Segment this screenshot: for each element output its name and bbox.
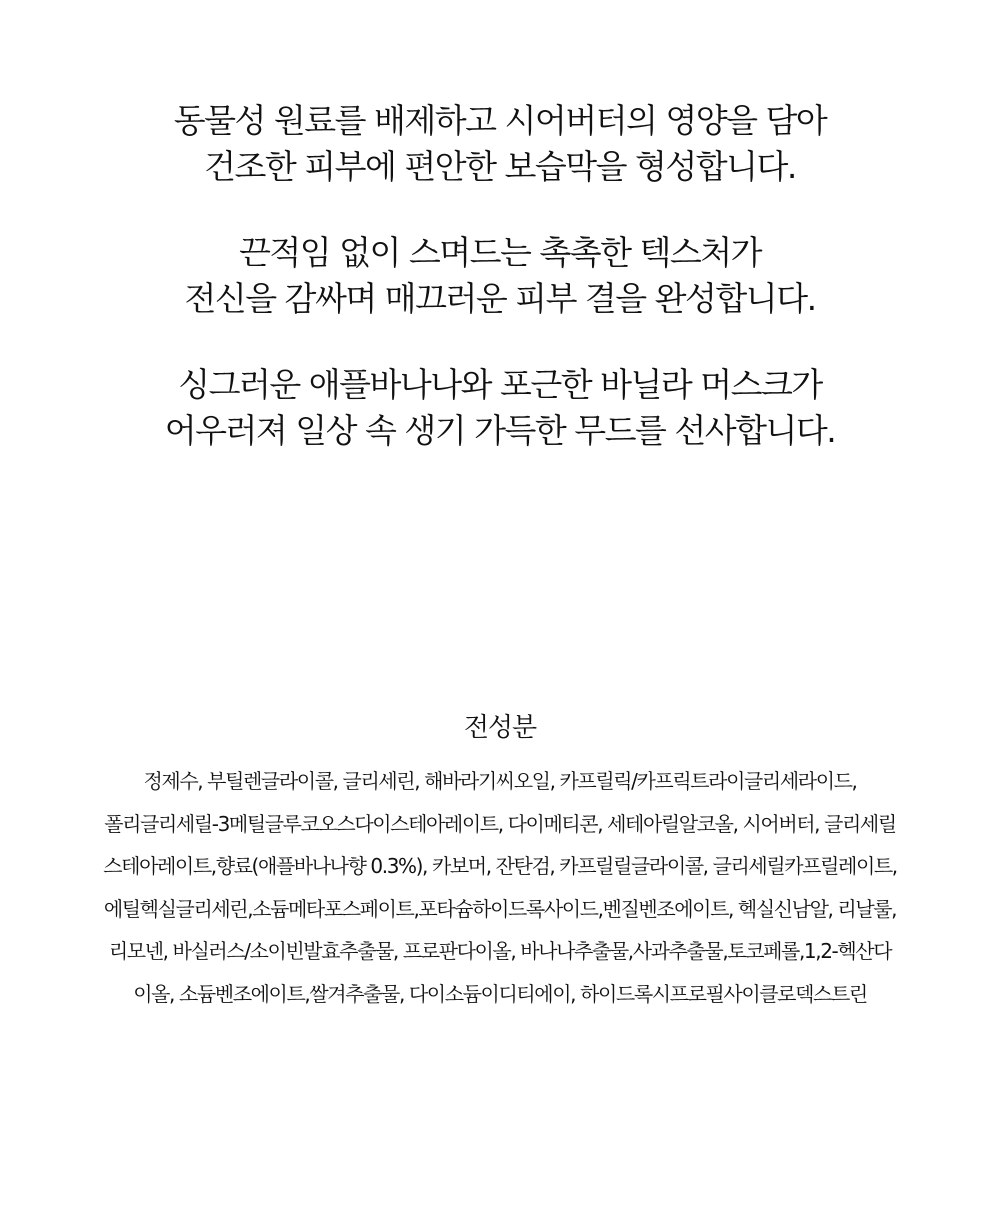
description-line: 싱그러운 애플바나나와 포근한 바닐라 머스크가	[178, 365, 822, 404]
product-description	[0, 98, 1000, 494]
description-paragraph-2	[0, 230, 1000, 322]
description-paragraph-3	[0, 362, 1000, 454]
ingredients-line: 정제수, 부틸렌글라이콜, 글리세린, 해바라기씨오일, 카프릴릭/카프릭트라이글리세라이드,	[143, 769, 857, 793]
ingredients-section	[0, 708, 1000, 1015]
ingredients-line: 스테아레이트,향료(애플바나나향 0.3%), 카보머, 잔탄검, 카프릴릴글라이콜, 글리세릴카프릴레이트,	[103, 854, 897, 878]
description-line: 건조한 피부에 편안한 보습막을 형성합니다.	[204, 147, 796, 186]
description-line: 전신을 감싸며 매끄러운 피부 결을 완성합니다.	[184, 279, 816, 318]
description-paragraph-1	[0, 98, 1000, 190]
description-line: 동물성 원료를 배제하고 시어버터의 영양을 담아	[173, 101, 827, 140]
ingredients-line: 리모넨, 바실러스/소이빈발효추출물, 프로판다이올, 바나나추출물,사과추출물,토코페롤,1,2-헥산다	[108, 939, 892, 963]
ingredients-line: 에틸헥실글리세린,소듐메타포스페이트,포타슘하이드록사이드,벤질벤조에이트, 헥실신남알, 리날룰,	[103, 896, 897, 921]
description-line: 끈적임 없이 스며드는 촉촉한 텍스처가	[238, 233, 761, 272]
ingredients-title: 전성분	[463, 713, 537, 743]
description-line: 어우러져 일상 속 생기 가득한 무드를 선사합니다.	[164, 411, 836, 450]
ingredients-line: 폴리글리세릴-3메틸글루코오스다이스테아레이트, 다이메티콘, 세테아릴알코올, 시어버터, 글리세릴	[104, 811, 896, 836]
ingredients-line: 이올, 소듐벤조에이트,쌀겨추출물, 다이소듐이디티에이, 하이드록시프로필사이클로덱스트린	[133, 981, 867, 1006]
